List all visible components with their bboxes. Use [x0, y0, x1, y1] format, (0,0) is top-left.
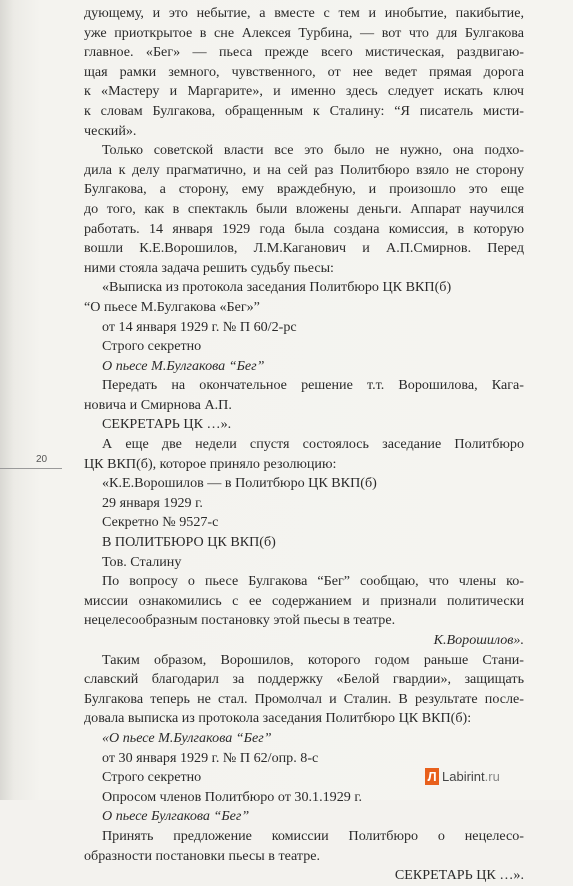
text-line: ними стояла задача решить судьбу пьесы:: [84, 259, 334, 276]
text-line: «К.Е.Ворошилов — в Политбюро ЦК ВКП(б): [102, 475, 377, 492]
text-line: ЦК ВКП(б), которое приняло резолюцию:: [84, 455, 337, 472]
text-line: ческий».: [84, 122, 137, 139]
watermark-suffix: .ru: [484, 769, 500, 784]
body-text: [84, 4, 524, 886]
text-line: славский благодарил за поддержку «Белой гвардии», защищать: [84, 671, 524, 688]
text-line: от 30 января 1929 г. № П 62/опр. 8-с: [102, 749, 319, 766]
text-line: дила к делу прагматично, и на сей раз Политбюро взяло не сторону: [84, 161, 524, 178]
text-line: от 14 января 1929 г. № П 60/2-рс: [102, 318, 297, 335]
text-line: довала выписка из протокола заседания Политбюро ЦК ВКП(б):: [84, 710, 472, 727]
text-line: Булгакова теперь не стал. Промолчал и Сталин. В результате после-: [84, 690, 524, 707]
text-line: Секретно № 9527-с: [102, 514, 219, 531]
text-line: миссии ознакомились с ее содержанием и признали политически: [84, 592, 524, 609]
text-line: к словам Булгакова, обращенным к Сталину: “Я писатель мисти-: [84, 102, 524, 119]
watermark-name: Labirint: [442, 769, 485, 784]
text-line: «О пьесе М.Булгакова “Бег”: [102, 729, 272, 746]
text-line: Строго секретно: [102, 769, 202, 786]
text-line: уже приоткрытое в сне Алексея Турбина, — вот что для Булгакова: [84, 24, 524, 41]
text-line: главное. «Бег» — пьеса прежде всего мистическая, раздвигаю-: [84, 44, 524, 61]
text-line: О пьесе М.Булгакова “Бег”: [102, 357, 265, 374]
text-line: Булгакова, а сторону, ему враждебную, и произошло это еще: [84, 181, 524, 198]
text-line: к «Мастеру и Маргарите», и именно здесь следует искать ключ: [84, 83, 524, 100]
labirint-logo-icon: Л: [425, 768, 439, 785]
text-line: В ПОЛИТБЮРО ЦК ВКП(б): [102, 534, 276, 551]
text-line: Таким образом, Ворошилов, которого годом раньше Стани-: [102, 651, 524, 668]
text-line: образности постановки пьесы в театре.: [84, 847, 321, 864]
text-line: Передать на окончательное решение т.т. Ворошилова, Кага-: [102, 377, 524, 394]
text-line: Строго секретно: [102, 338, 202, 355]
text-line: Тов. Сталину: [102, 553, 182, 570]
text-line: «Выписка из протокола заседания Политбюро ЦК ВКП(б): [102, 279, 452, 296]
text-line: Опросом членов Политбюро от 30.1.1929 г.: [102, 788, 363, 805]
text-line: до того, как в спектакль были вложены деньги. Аппарат научился: [84, 200, 524, 217]
margin-rule: [0, 468, 62, 469]
text-line: 29 января 1929 г.: [102, 494, 203, 511]
text-line: А еще две недели спустя состоялось заседание Политбюро: [102, 436, 524, 453]
text-line: К.Ворошилов».: [433, 632, 524, 648]
text-line: новича и Смирнова А.П.: [84, 396, 232, 413]
text-line: СЕКРЕТАРЬ ЦК …».: [394, 867, 524, 884]
text-line: вошли К.Е.Ворошилов, Л.М.Каганович и А.П.Смирнов. Перед: [84, 240, 524, 257]
text-line: О пьесе Булгакова “Бег”: [102, 808, 250, 825]
text-line: По вопросу о пьесе Булгакова “Бег” сообщаю, что члены ко-: [102, 573, 524, 590]
text-line: щая рамки земного, чувственного, от нее ведет прямая дорога: [84, 63, 524, 80]
text-line: нецелесообразным постановку этой пьесы в театре.: [84, 612, 396, 629]
text-line: Принять предложение комиссии Политбюро о нецелесо-: [102, 827, 524, 844]
text-line: СЕКРЕТАРЬ ЦК …».: [102, 416, 232, 433]
text-line: работать. 14 января 1929 года была создана комиссия, в которую: [84, 220, 524, 237]
text-line: “О пьесе М.Булгакова «Бег»”: [84, 298, 260, 315]
text-line: дующему, и это небытие, а вместе с тем и инобытие, пакибытие,: [84, 5, 524, 21]
watermark: [442, 768, 500, 785]
text-line: Только советской власти все это было не нужно, она подхо-: [102, 142, 524, 159]
page-number: 20: [36, 454, 48, 465]
